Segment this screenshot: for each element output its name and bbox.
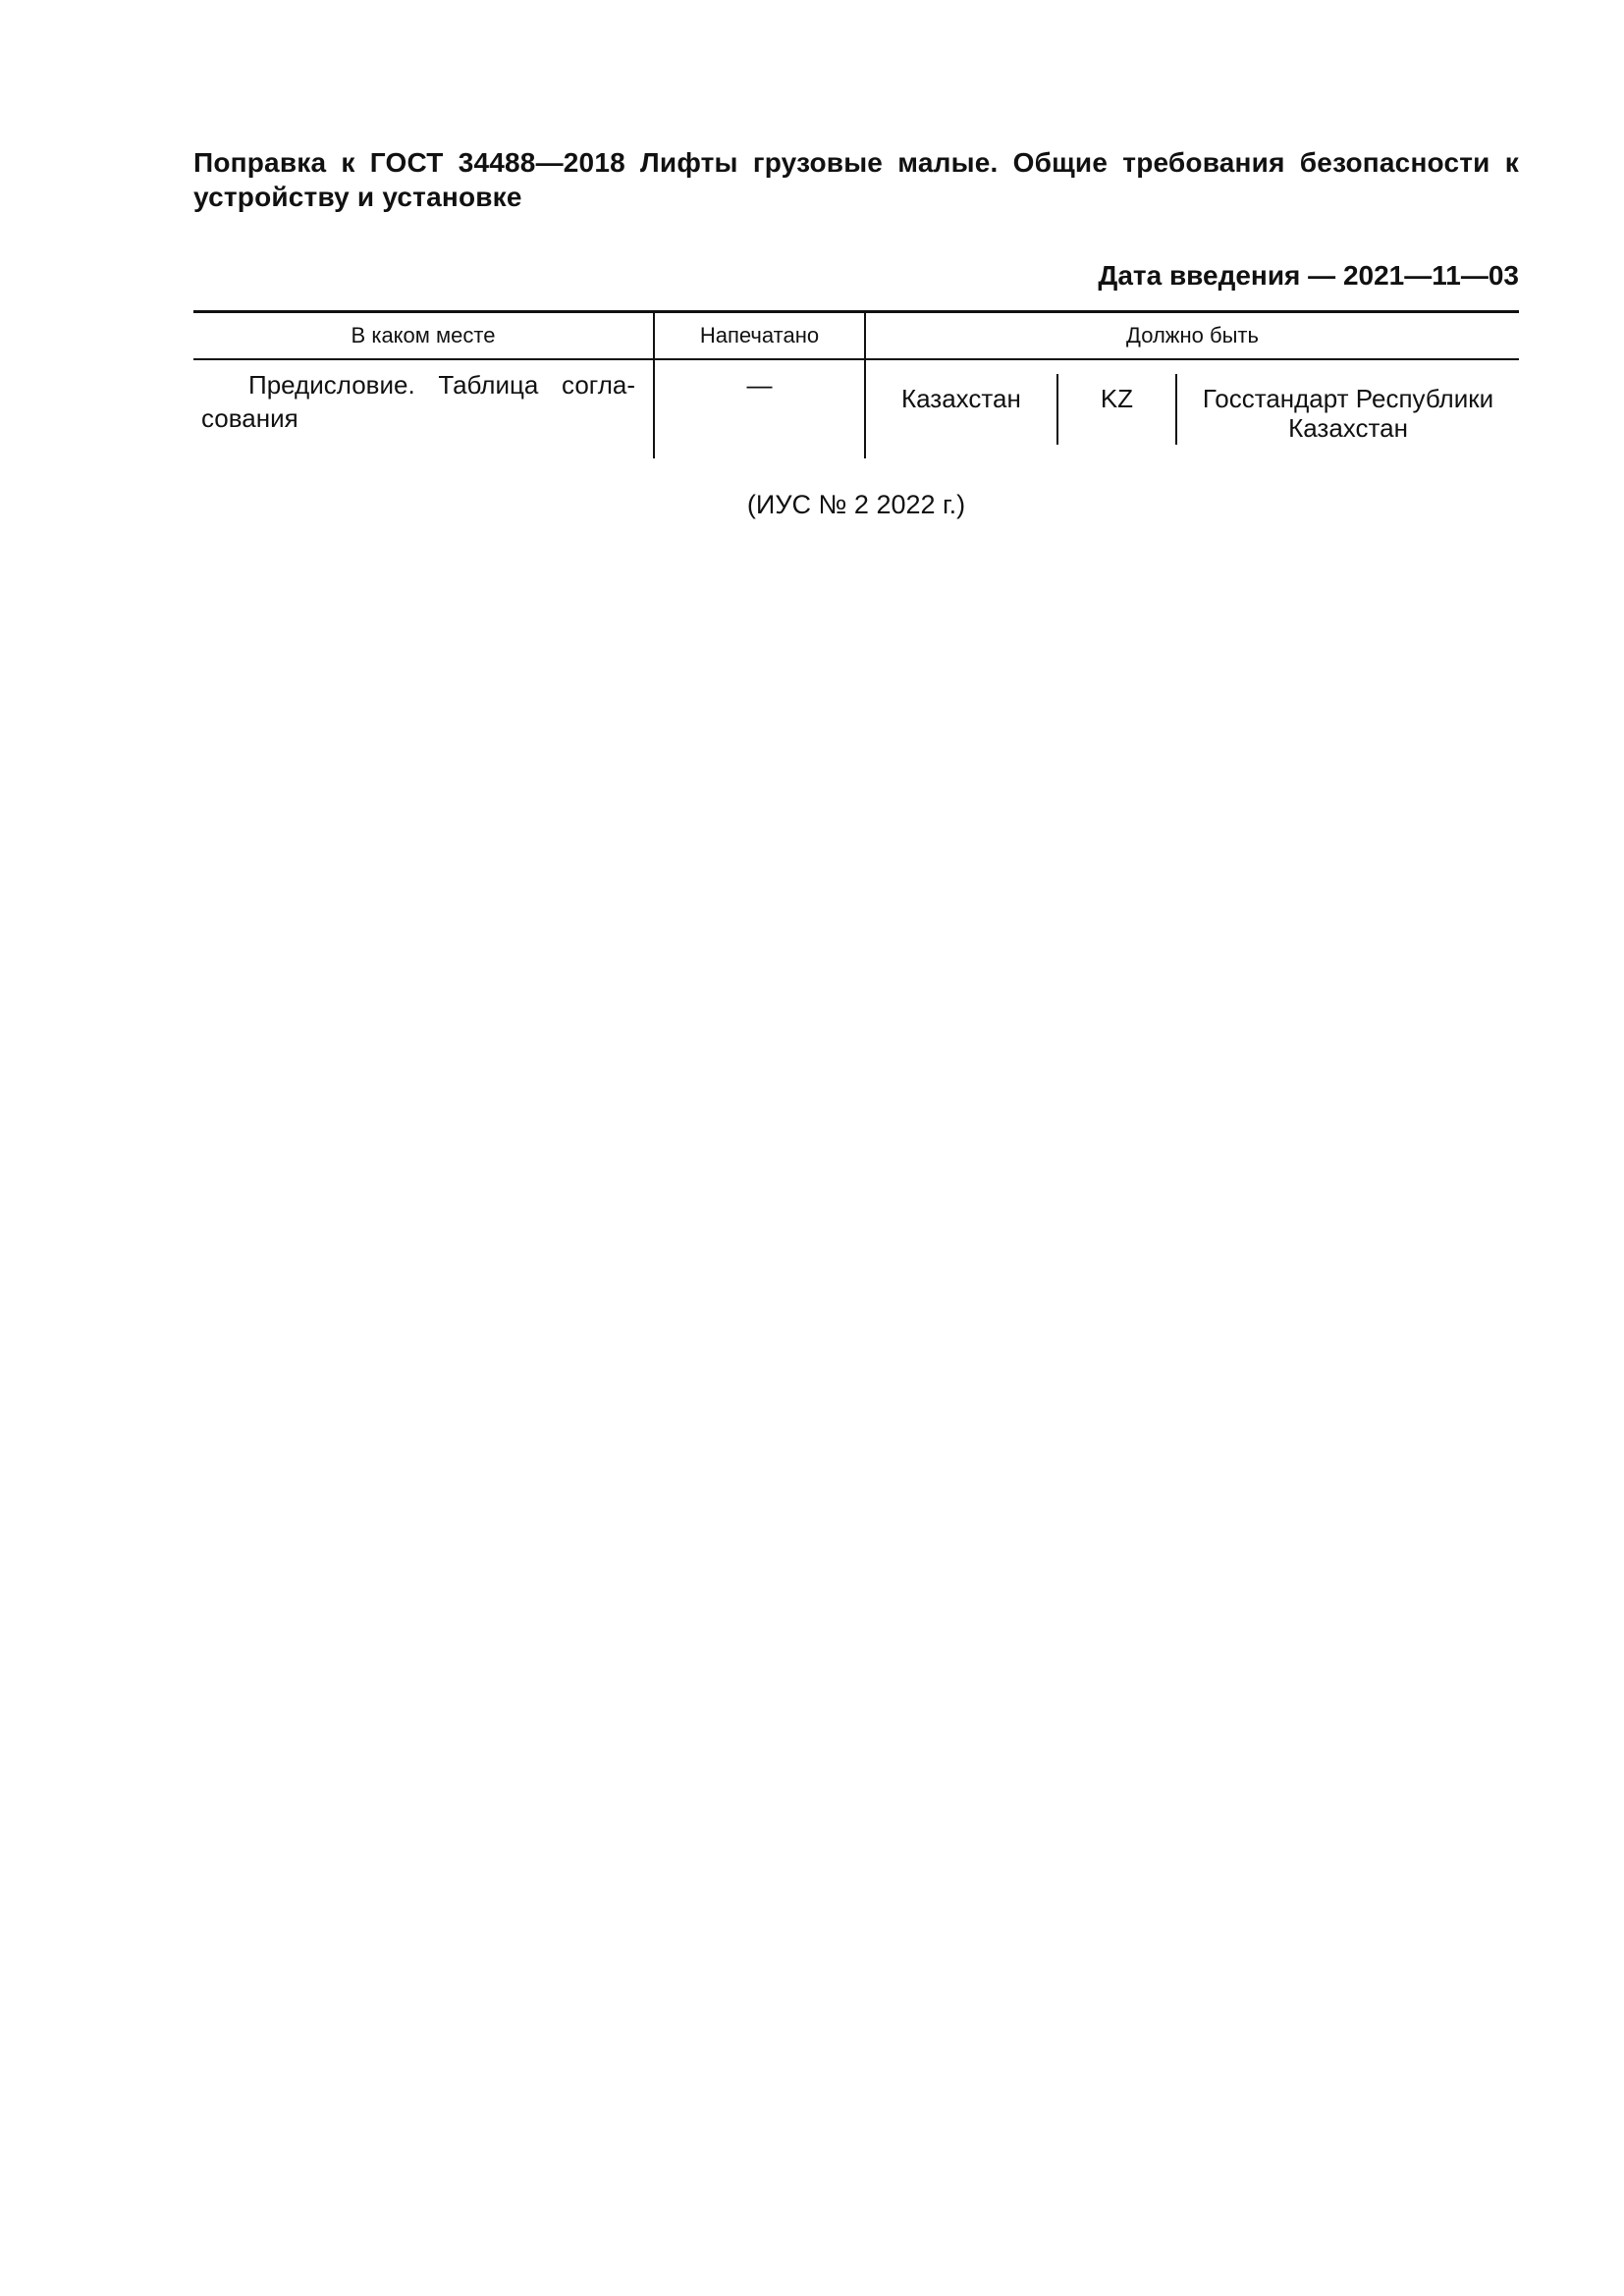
header-where: В каком месте bbox=[193, 313, 655, 358]
table-row bbox=[193, 360, 1519, 458]
cell-printed: — bbox=[655, 360, 866, 458]
cell-where: Предисловие. Таблица согла-сования bbox=[193, 360, 655, 458]
introduction-date: Дата введения — 2021—11—03 bbox=[1098, 260, 1519, 291]
should-be-subtable bbox=[866, 360, 1519, 458]
table-header-row bbox=[193, 313, 1519, 360]
issue-reference: (ИУС № 2 2022 г.) bbox=[746, 490, 966, 519]
document-page bbox=[193, 145, 1519, 521]
header-printed: Напечатано bbox=[655, 313, 866, 358]
document-title: Поправка к ГОСТ 34488—2018 Лифты грузовые малые. Общие требования безопасности к устройству и установке bbox=[193, 147, 1519, 212]
cell-should-be bbox=[866, 360, 1519, 458]
country-name: Казахстан bbox=[900, 384, 1021, 413]
amendment-table bbox=[193, 310, 1519, 458]
standards-agency: Госстандарт Республики Казахстан bbox=[1202, 384, 1494, 443]
header-should-be: Должно быть bbox=[1126, 323, 1259, 347]
country-code: KZ bbox=[1100, 384, 1134, 413]
